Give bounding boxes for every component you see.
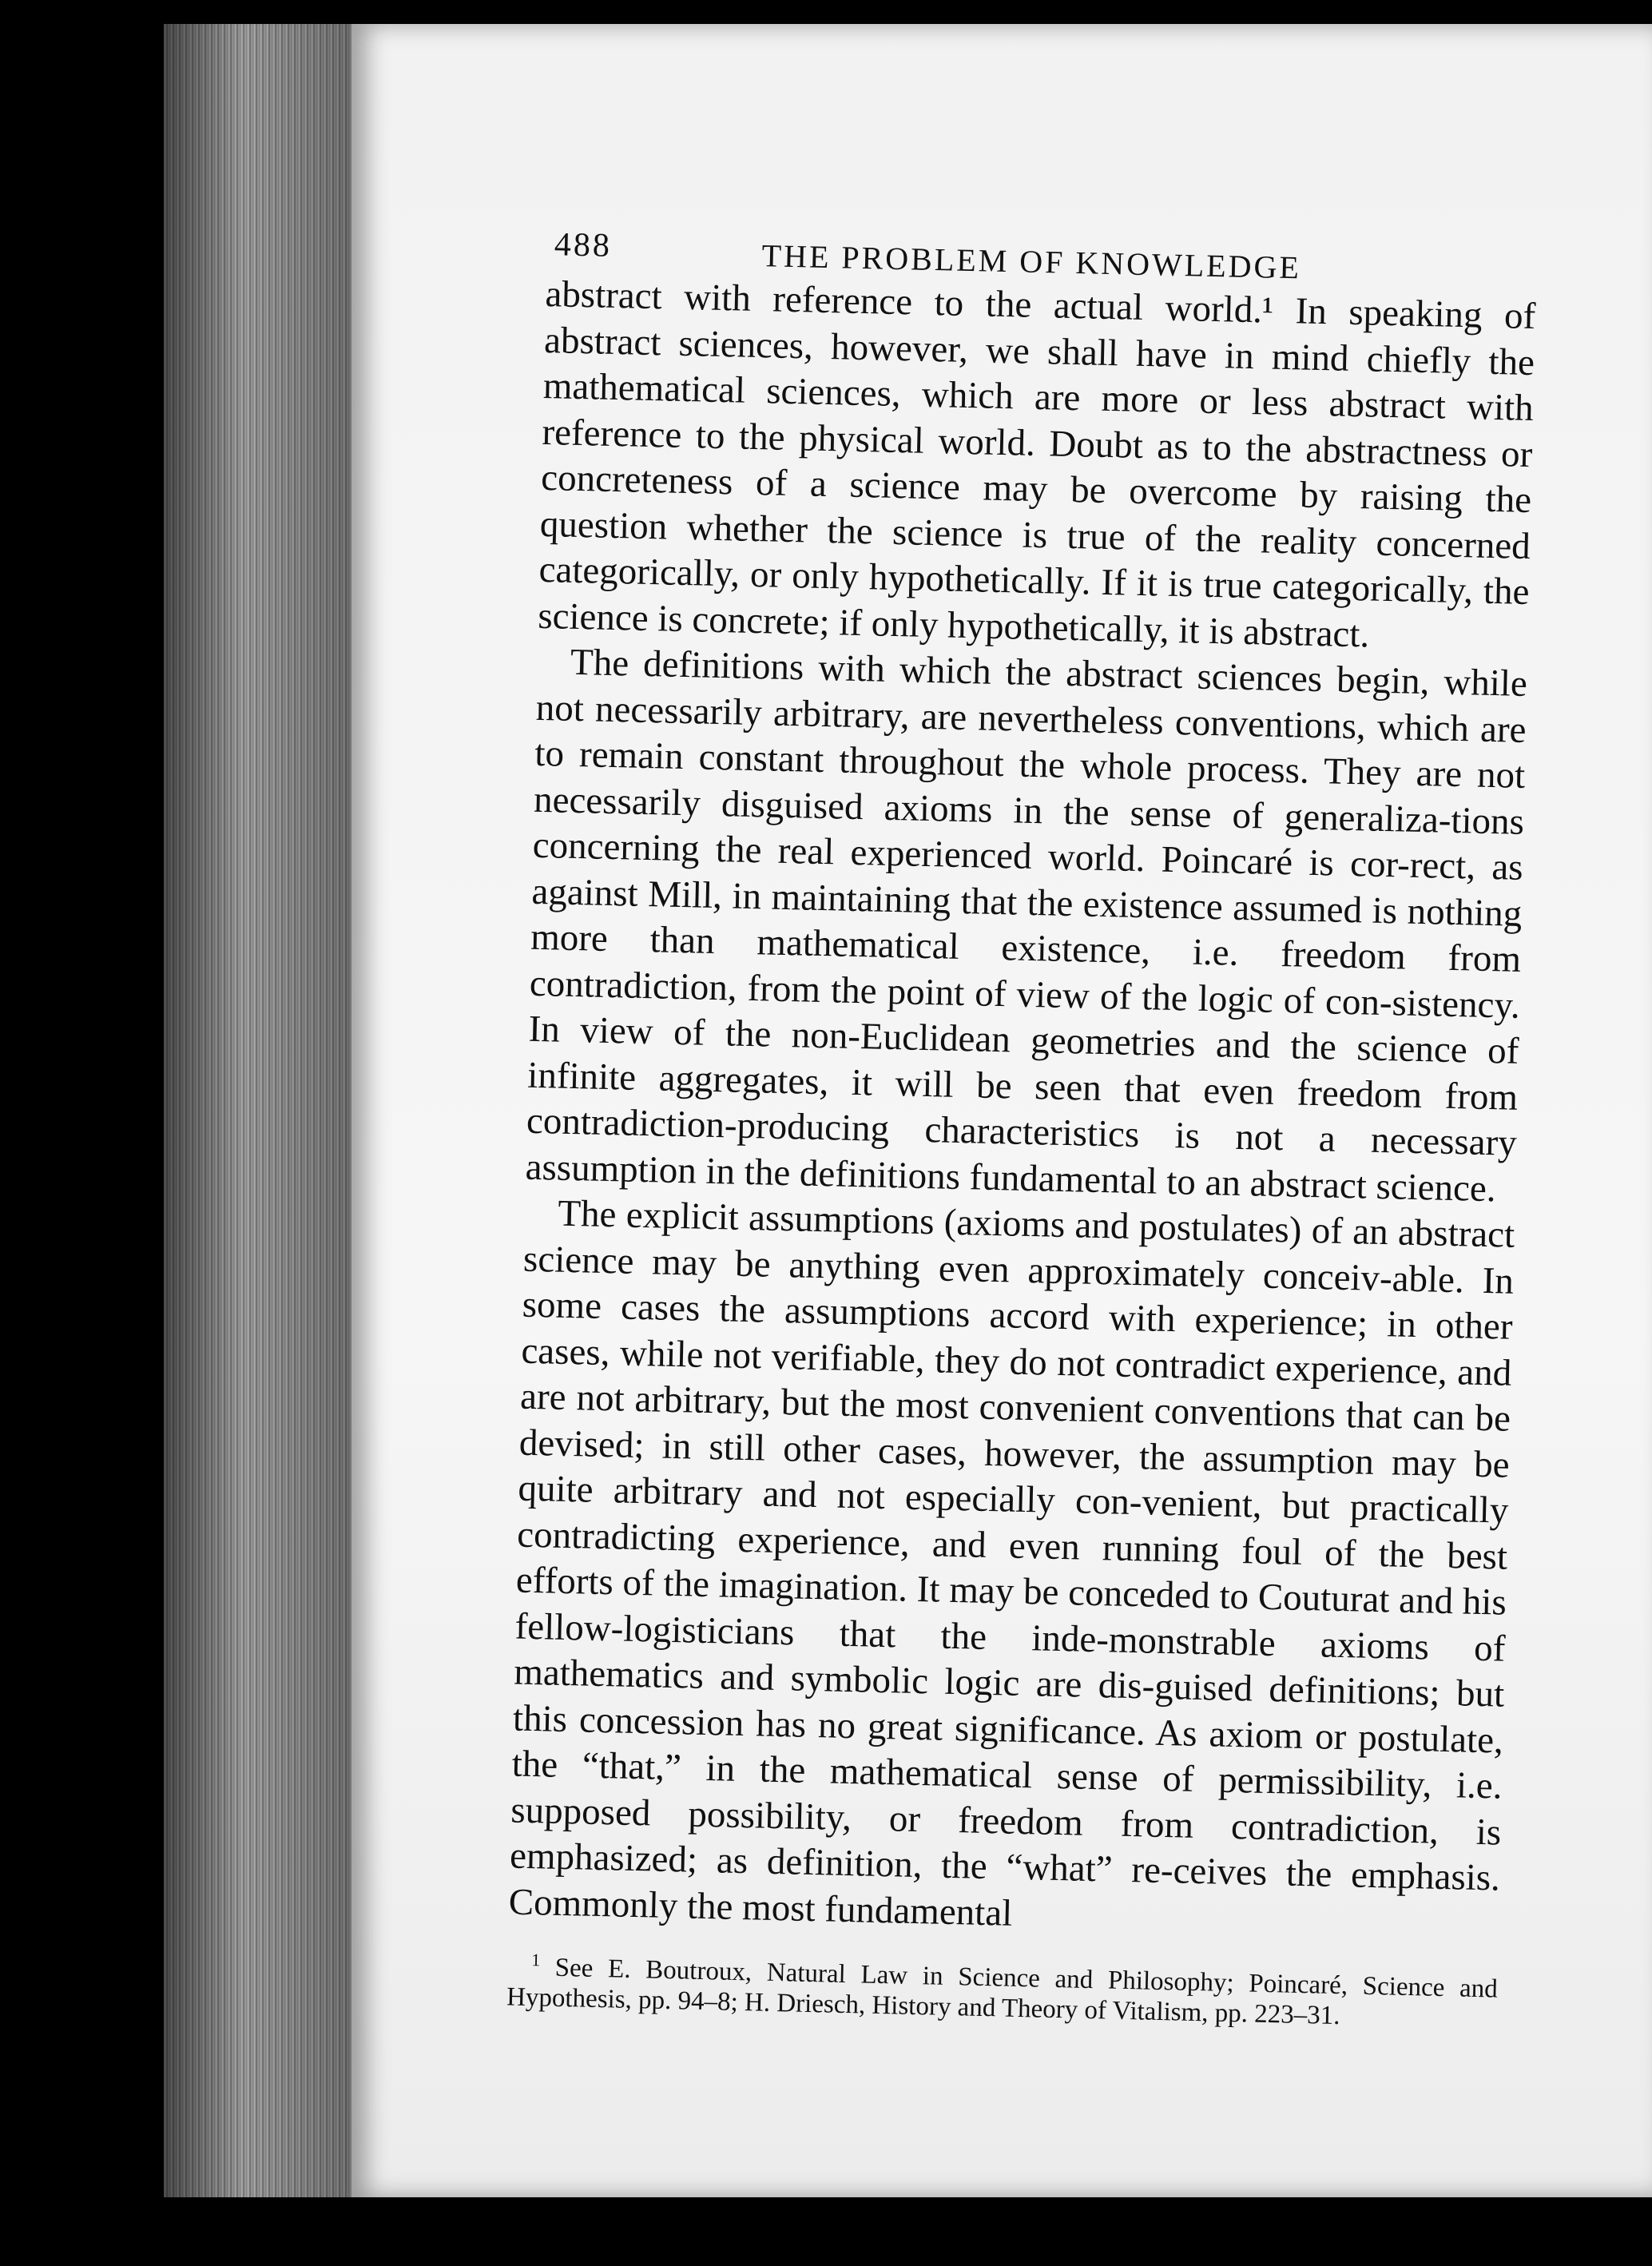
book-edge-shadow <box>164 24 363 2197</box>
running-head: THE PROBLEM OF KNOWLEDGE <box>761 237 1302 286</box>
paragraph-1: abstract with reference to the actual world.¹ In speaking of abstract sciences, however, we shall have in mind chiefly the mathematical sciences, which are more or less abstract with reference to the physical world. Doubt as to the abstractness or concreteness of a science may be overcome by raising the question whether the science is true of the reality concerned categorically, or only hypothetically. If it is true categorically, the science is concrete; if only hypothetically, it is abstract. <box>537 272 1536 655</box>
page-number: 488 <box>554 226 613 264</box>
body-text <box>508 272 1536 1948</box>
page-content <box>506 208 1538 2035</box>
paragraph-2: The definitions with which the abstract sciences begin, while not necessarily arbitrary, are nevertheless conventions, which are to remain constant throughout the whole process. They are not necessarily disguised axioms in the sense of generaliza-tions concerning the real experienced world. Poincaré is cor-rect, as against Mill, in maintaining that the existence assumed is nothing more than mathematical existence, i.e. freedom from contradiction, from the point of view of the logic of con-sistency. In view of the non-Euclidean geometries and the science of infinite aggregates, it will be seen that even freedom from contradiction-producing characteristics is not a necessary assumption in the definitions fundamental to an abstract science. <box>525 641 1528 1210</box>
footnote <box>506 1944 1499 2034</box>
footnote-mark: 1 <box>530 1950 541 1970</box>
footnote-text: See E. Boutroux, Natural Law in Science and Philosophy; Poincaré, Science and Hypothesis, pp. 94–8; H. Driesch, History and Theory of Vitalism, pp. 223–31. <box>506 1953 1499 2031</box>
paragraph-3: The explicit assumptions (axioms and postulates) of an abstract science may be anything even approximately conceiv-able. In some cases the assumptions accord with experience; in other cases, while not verifiable, they do not contradict experience, and are not arbitrary, but the most convenient conventions that can be devised; in still other cases, however, the assumption may be quite arbitrary and not especially con-venient, but practically contradicting experience, and even running foul of the best efforts of the imagination. It may be conceded to Couturat and his fellow-logisticians that the inde-monstrable axioms of mathematics and symbolic logic are dis-guised definitions; but this concession has no great significance. As axiom or postulate, the “that,” in the mathematical sense of permissibility, i.e. supposed possibility, or freedom from contradiction, is emphasized; as definition, the “what” re-ceives the emphasis. Commonly the most fundamental <box>508 1192 1515 1934</box>
book-page <box>351 24 1652 2197</box>
